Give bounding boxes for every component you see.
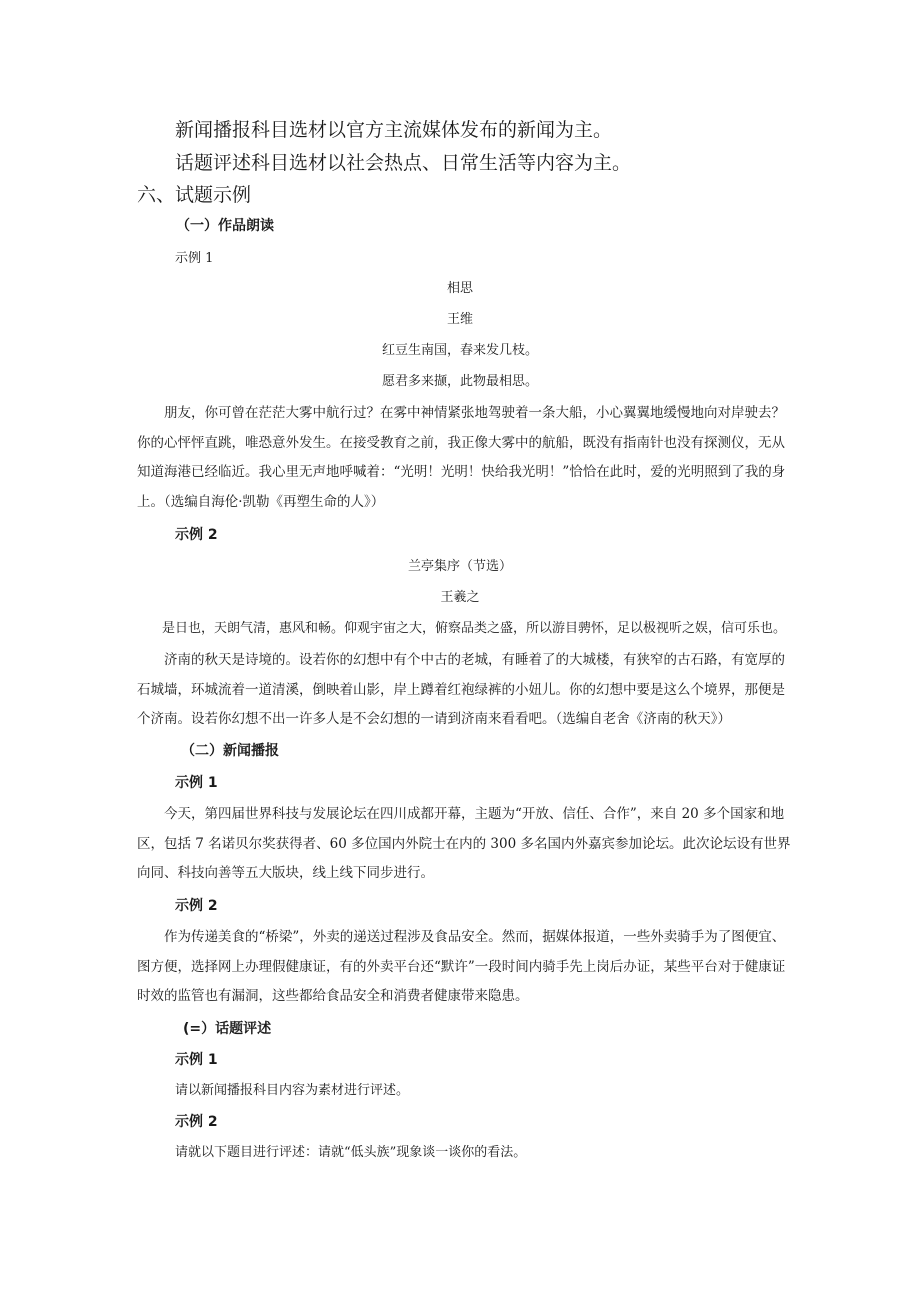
part3-example2-text: 请就以下题目进行评述：请就“低头族”现象谈一谈你的看法。 — [175, 1145, 527, 1160]
lanting-text: 是日也，天朗气清，惠风和畅。仰观宇宙之大，俯察品类之盛，所以游目骋怀，足以极视听之娱，信可乐也。 — [162, 621, 787, 636]
part2-example2-label: 示例 2 — [175, 898, 218, 914]
part2-heading: （二）新闻播报 — [181, 743, 279, 759]
poem-line-2: 愿君多来撷，此物最相思。 — [381, 374, 538, 389]
part3-heading: (=）话题评述 — [183, 1021, 272, 1037]
part3-example1-text: 请以新闻播报科目内容为素材进行评述。 — [175, 1083, 410, 1098]
news-1 — [137, 800, 797, 889]
section-heading: 六、试题示例 — [137, 184, 252, 206]
news-2 — [137, 923, 797, 1012]
prose-laoshe — [137, 646, 797, 735]
poem-line-1: 红豆生南国，春来发几枝。 — [381, 343, 538, 358]
poem-title: 相思 — [446, 281, 473, 296]
prose-keller-text: 朋友，你可曾在茫茫大雾中航行过？在雾中神情紧张地驾驶着一条大船，小心翼翼地缓慢地向对岸驶去？你的心怦怦直跳，唯恐意外发生。在接受教育之前，我正像大雾中的航船，既没有指南针也没有探测仪，无从知道海港已经临近。我心里无声地呼喊着：“光明！光明！快给我光明！”恰恰在此时，爱的光明照到了我的身上。（选编自海伦·凯勒《再塑生命的人》） — [137, 405, 786, 510]
news-1-text: 今天，第四届世界科技与发展论坛在四川成都开幕，主题为“开放、信任、合作”，来自 20 多个国家和地区，包括 7 名诺贝尔奖获得者、60 多位国内外院士在内的 300 多名国内外嘉宾参加论坛。此次论坛设有世界向同、科技向善等五大版块，线上线下同步进行。 — [137, 806, 791, 881]
prose-keller — [137, 399, 797, 517]
part3-example2-label: 示例 2 — [175, 1114, 218, 1130]
lanting-title: 兰亭集序（节选） — [407, 559, 512, 574]
part1-example2-label: 示例 2 — [175, 527, 218, 543]
part1-heading: （一）作品朗读 — [176, 218, 274, 234]
part3-example1-label: 示例 1 — [175, 1052, 218, 1068]
poem-author: 王维 — [446, 312, 473, 327]
news-2-text: 作为传递美食的“桥梁”，外卖的递送过程涉及食品安全。然而，据媒体报道，一些外卖骑手为了图便宜、图方便，选择网上办理假健康证，有的外卖平台还“默许”一段时间内骑手先上岗后办证，某些平台对于健康证时效的监管也有漏洞，这些都给食品安全和消费者健康带来隐患。 — [137, 929, 786, 1004]
lanting-author: 王羲之 — [440, 590, 480, 605]
intro-line-news: 新闻播报科目选材以官方主流媒体发布的新闻为主。 — [175, 119, 613, 141]
intro-line-topic: 话题评述科目选材以社会热点、日常生活等内容为主。 — [175, 152, 632, 174]
part2-example1-label: 示例 1 — [175, 775, 218, 791]
part1-example1-label: 示例 1 — [175, 251, 214, 266]
prose-laoshe-text: 济南的秋天是诗境的。设若你的幻想中有个中古的老城，有睡着了的大城楼，有狭窄的古石路，有宽厚的石城墙，环城流着一道清溪，倒映着山影，岸上蹲着红袍绿裤的小妞儿。你的幻想中要是这么个境界，那便是个济南。设若你幻想不出一许多人是不会幻想的一请到济南来看看吧。（选编自老舍《济南的秋天》） — [137, 652, 785, 727]
